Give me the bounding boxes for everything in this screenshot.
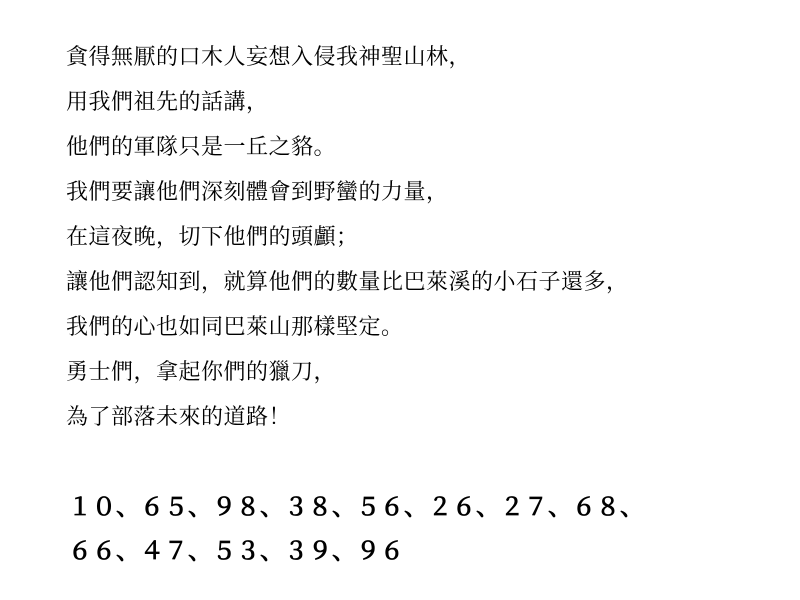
poem-line: 讓他們認知到，就算他們的數量比巴萊溪的小石子還多， (66, 270, 629, 295)
poem-line: 我們的心也如同巴萊山那樣堅定。 (66, 315, 404, 340)
poem-line: 為了部落未來的道路！ (66, 405, 292, 430)
poem-line: 勇士們，拿起你們的獵刀， (66, 360, 337, 385)
poem-line: 在這夜晚，切下他們的頭顱； (66, 225, 359, 250)
poem-line: 我們要讓他們深刻體會到野蠻的力量， (66, 180, 449, 205)
number-line-1: １０、６５、９８、３８、５６、２６、２７、６８、 (68, 493, 644, 521)
poem-line: 他們的軍隊只是一丘之貉。 (66, 135, 337, 160)
poem-line: 用我們祖先的話講， (66, 90, 269, 115)
poem-line: 貪得無厭的口木人妄想入侵我神聖山林， (66, 45, 472, 70)
number-line-2: ６６、４７、５３、３９、９６ (68, 537, 404, 565)
poem-text (66, 35, 629, 440)
number-sequence (68, 485, 644, 573)
